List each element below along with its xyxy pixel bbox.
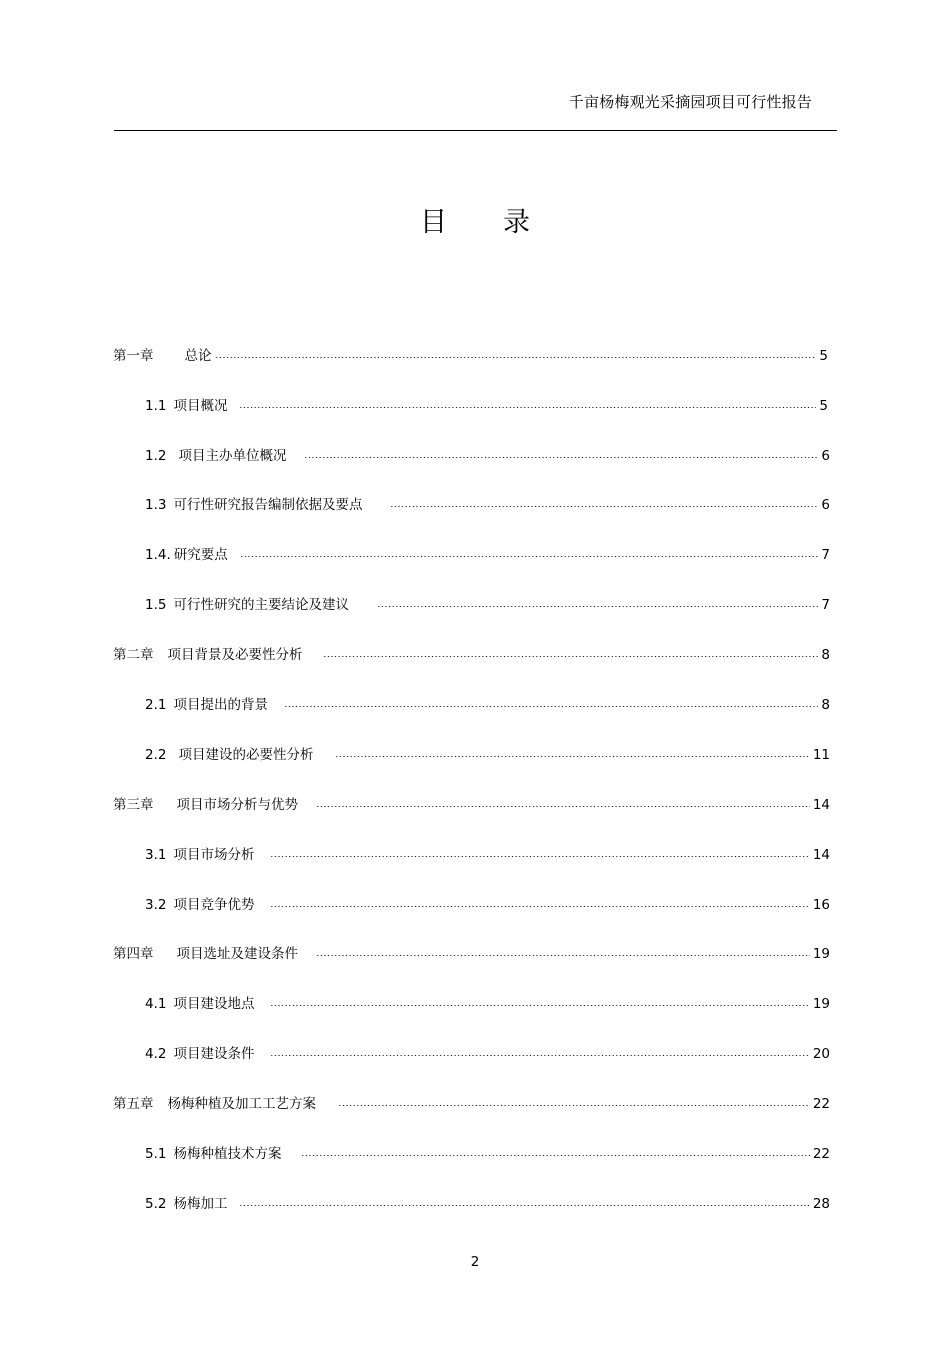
toc-leader-dots [335, 746, 809, 758]
toc-entry-section-1-1[interactable] [145, 394, 828, 414]
toc-entry-label [145, 493, 362, 513]
toc-entry-chapter-2[interactable] [113, 643, 830, 663]
toc-entry-section-5-2[interactable] [145, 1192, 830, 1212]
toc-entry-page: 22 [812, 1096, 830, 1112]
toc-entry-label [113, 942, 298, 962]
toc-entry-number: 第一章 [113, 348, 154, 364]
toc-entry-section-1-3[interactable] [145, 493, 830, 513]
toc-leader-dots [239, 397, 816, 409]
toc-entry-page: 6 [821, 497, 830, 513]
toc-leader-dots [284, 696, 818, 708]
toc-leader-dots [270, 1045, 809, 1057]
toc-entry-number: 1.5 [145, 597, 167, 613]
toc-entry-section-1-4[interactable] [145, 543, 830, 563]
toc-entry-section-4-1[interactable] [145, 992, 830, 1012]
toc-leader-dots [301, 1145, 809, 1157]
toc-entry-label [145, 1192, 227, 1212]
toc-entry-chapter-4[interactable] [113, 942, 830, 962]
toc-entry-title: 研究要点 [173, 547, 228, 563]
toc-entry-page: 16 [812, 897, 830, 913]
toc-entry-label [145, 394, 227, 414]
toc-leader-dots [215, 347, 817, 359]
toc-leader-dots [390, 496, 818, 508]
toc-entry-page: 20 [812, 1046, 830, 1062]
toc-entry-title: 项目市场分析 [173, 847, 255, 863]
toc-leader-dots [240, 546, 819, 558]
toc-entry-page: 14 [812, 797, 830, 813]
toc-entry-title: 项目选址及建设条件 [176, 946, 298, 962]
toc-entry-label [145, 693, 268, 713]
toc-entry-title: 项目概况 [173, 398, 228, 414]
running-header-title: 千亩杨梅观光采摘园项目可行性报告 [568, 93, 812, 111]
toc-entry-page: 28 [812, 1196, 830, 1212]
toc-entry-title: 杨梅种植及加工工艺方案 [167, 1096, 316, 1112]
toc-entry-section-2-2[interactable] [145, 743, 830, 763]
toc-entry-number: 第二章 [113, 647, 154, 663]
toc-entry-label [145, 1042, 254, 1062]
toc-entry-label [113, 793, 298, 813]
toc-leader-dots [239, 1195, 809, 1207]
header-divider [114, 130, 837, 131]
toc-entry-number: 第五章 [113, 1096, 154, 1112]
toc-entry-number: 2.1 [145, 697, 167, 713]
toc-entry-page: 22 [812, 1146, 830, 1162]
toc-entry-title: 项目竞争优势 [173, 897, 255, 913]
toc-entry-title: 可行性研究的主要结论及建议 [173, 597, 349, 613]
toc-entry-page: 7 [821, 547, 830, 563]
toc-entry-number: 4.2 [145, 1046, 167, 1062]
toc-entry-section-1-5[interactable] [145, 593, 830, 613]
toc-entry-title: 杨梅种植技术方案 [173, 1146, 282, 1162]
toc-leader-dots [338, 1095, 810, 1107]
toc-entry-title: 项目市场分析与优势 [176, 797, 298, 813]
toc-entry-page: 11 [812, 747, 830, 763]
toc-entry-label [113, 344, 212, 364]
toc-entry-page: 8 [821, 647, 830, 663]
toc-entry-section-3-2[interactable] [145, 893, 830, 913]
toc-entry-chapter-5[interactable] [113, 1092, 830, 1112]
toc-entry-label [145, 843, 254, 863]
toc-entry-page: 19 [812, 946, 830, 962]
toc-entry-page: 19 [812, 996, 830, 1012]
toc-entry-section-1-2[interactable] [145, 444, 830, 464]
toc-entry-number: 1.4. [145, 547, 171, 563]
toc-entry-page: 5 [819, 398, 828, 414]
toc-entry-page: 8 [821, 697, 830, 713]
toc-entry-label [145, 1142, 281, 1162]
toc-entry-label [145, 893, 254, 913]
toc-entry-chapter-1[interactable] [113, 344, 828, 364]
toc-leader-dots [270, 846, 809, 858]
toc-entry-number: 第四章 [113, 946, 154, 962]
toc-leader-dots [323, 646, 819, 658]
toc-leader-dots [316, 945, 810, 957]
toc-entry-label [145, 543, 228, 563]
page-number: 2 [470, 1254, 480, 1270]
toc-entry-number: 4.1 [145, 996, 167, 1012]
toc-entry-title: 总论 [184, 348, 212, 364]
toc-entry-label [113, 1092, 316, 1112]
toc-entry-label [113, 643, 303, 663]
toc-entry-number: 5.2 [145, 1196, 167, 1212]
toc-entry-title: 项目提出的背景 [173, 697, 268, 713]
toc-leader-dots [316, 796, 810, 808]
toc-entry-number: 5.1 [145, 1146, 167, 1162]
toc-entry-label [145, 992, 254, 1012]
toc-entry-number: 1.1 [145, 398, 167, 414]
toc-entry-section-3-1[interactable] [145, 843, 830, 863]
toc-entry-title: 项目建设地点 [173, 996, 255, 1012]
toc-entry-number: 第三章 [113, 797, 154, 813]
toc-entry-page: 5 [819, 348, 828, 364]
toc-entry-number: 3.1 [145, 847, 167, 863]
toc-entry-section-2-1[interactable] [145, 693, 830, 713]
toc-entry-title: 项目背景及必要性分析 [167, 647, 303, 663]
toc-entry-chapter-3[interactable] [113, 793, 830, 813]
toc-entry-number: 1.3 [145, 497, 167, 513]
toc-entry-title: 杨梅加工 [173, 1196, 228, 1212]
toc-entry-label [145, 444, 286, 464]
toc-entry-title: 项目主办单位概况 [178, 448, 287, 464]
toc-entry-number: 2.2 [145, 747, 167, 763]
toc-entry-label [145, 593, 349, 613]
toc-entry-title: 项目建设条件 [173, 1046, 255, 1062]
toc-entry-page: 6 [821, 448, 830, 464]
toc-entry-title: 可行性研究报告编制依据及要点 [173, 497, 363, 513]
toc-entry-title: 项目建设的必要性分析 [178, 747, 314, 763]
toc-heading: 目录 [420, 207, 586, 238]
toc-entry-page: 14 [812, 847, 830, 863]
toc-leader-dots [270, 995, 809, 1007]
toc-leader-dots [304, 447, 818, 459]
toc-leader-dots [377, 596, 818, 608]
toc-leader-dots [270, 896, 809, 908]
toc-entry-page: 7 [821, 597, 830, 613]
toc-entry-section-5-1[interactable] [145, 1142, 830, 1162]
toc-entry-section-4-2[interactable] [145, 1042, 830, 1062]
toc-entry-label [145, 743, 313, 763]
toc-entry-number: 3.2 [145, 897, 167, 913]
toc-entry-number: 1.2 [145, 448, 167, 464]
